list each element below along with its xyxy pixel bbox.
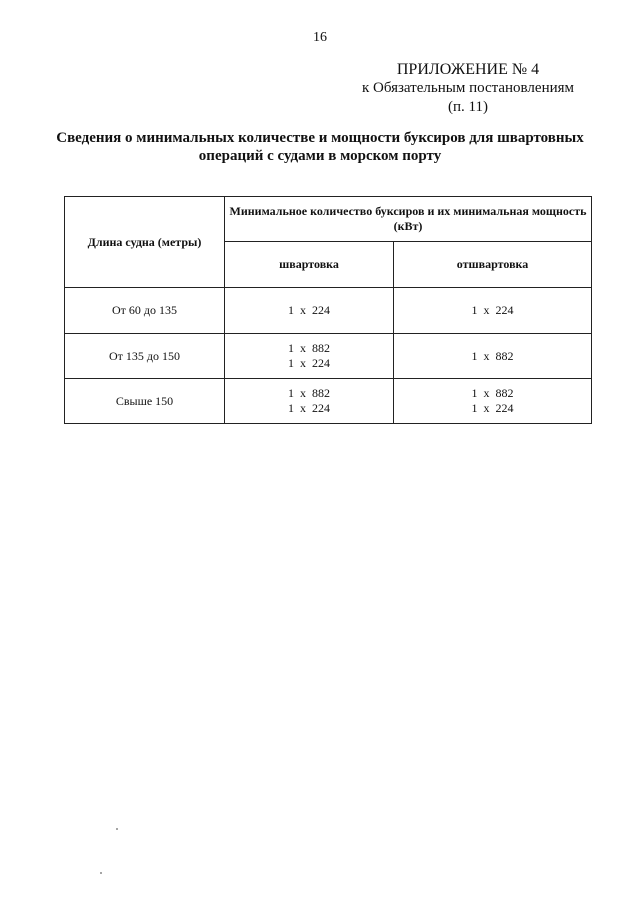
length-cell: Свыше 150 [65, 379, 225, 424]
unmooring-cell [394, 379, 592, 424]
mooring-cell [225, 334, 394, 379]
mooring-cell [225, 379, 394, 424]
tug-requirements-table [64, 196, 592, 424]
unmooring-value: 1 х 882 [471, 386, 514, 400]
unmooring-value: 1 х 882 [471, 348, 514, 363]
unmooring-value: 1 х 224 [471, 401, 514, 415]
unmooring-cell [394, 288, 592, 334]
length-cell: От 60 до 135 [65, 288, 225, 334]
mooring-value: 1 х 224 [288, 356, 331, 370]
appendix-subtitle: к Обязательным постановлениям [361, 80, 575, 96]
appendix-title: ПРИЛОЖЕНИЕ № 4 [396, 61, 540, 78]
unmooring-cell [394, 334, 592, 379]
scan-speck [100, 872, 102, 874]
document-title: Сведения о минимальных количестве и мощности буксиров для швартовных операций с судами в морском порту [56, 130, 584, 164]
mooring-value: 1 х 882 [288, 386, 331, 400]
tug-group-header: Минимальное количество буксиров и их минимальная мощность (кВт) [225, 197, 592, 242]
scan-speck [116, 828, 118, 830]
table-row [65, 288, 592, 334]
table-row [65, 334, 592, 379]
unmooring-value: 1 х 224 [471, 303, 514, 317]
unmooring-column-header: отшвартовка [394, 242, 592, 288]
page-number: 16 [313, 30, 327, 45]
mooring-value: 1 х 224 [288, 303, 331, 317]
mooring-column-header: швартовка [225, 242, 394, 288]
length-column-header: Длина судна (метры) [65, 197, 225, 288]
mooring-value: 1 х 224 [288, 401, 331, 415]
mooring-cell [225, 288, 394, 334]
length-cell: От 135 до 150 [65, 334, 225, 379]
appendix-header [338, 60, 598, 117]
mooring-value: 1 х 882 [288, 341, 331, 355]
table-row [65, 379, 592, 424]
appendix-paragraph-ref: (п. 11) [448, 99, 488, 115]
